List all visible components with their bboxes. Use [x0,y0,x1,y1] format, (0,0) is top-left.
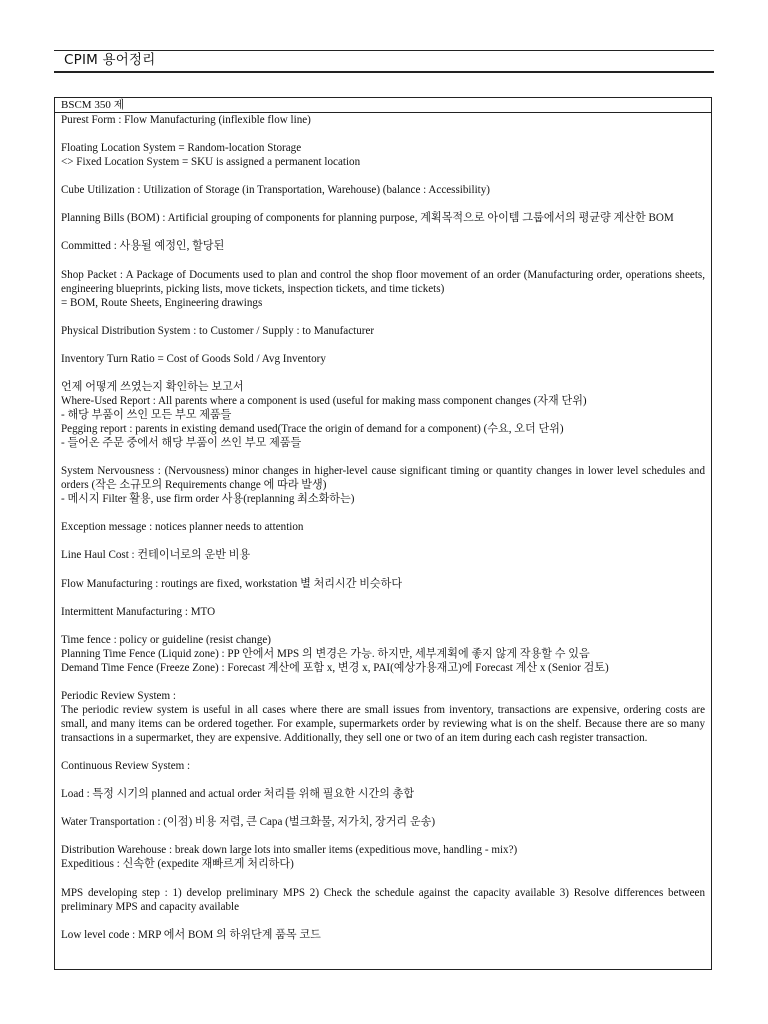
glossary-entry [61,239,705,253]
entry-paragraph: System Nervousness : (Nervousness) minor changes in higher-level cause significant timing or quantity changes in lower level schedules and orders (작은 소규모의 Requirements change 에 따라 발생) [61,465,705,492]
entry-line: - 메시지 Filter 활용, use firm order 사용(replanning 최소화하는) [61,493,355,506]
entry-paragraph: Shop Packet : A Package of Documents used to plan and control the shop floor movement of an order (Manufacturing order, operations sheets, engineering blueprints, picking lists, move tickets, inspection tickets, and time tickets) [61,268,705,295]
glossary-box [54,97,712,970]
entry-line: Inventory Turn Ratio = Cost of Goods Sold / Avg Inventory [61,352,326,365]
glossary-entry [61,520,705,534]
glossary-entry [61,815,705,829]
entry-line: Planning Time Fence (Liquid zone) : PP 안에서 MPS 의 변경은 가능. 하지만, 세부계획에 좋지 않게 작용할 수 있음 [61,647,590,660]
entry-line: Physical Distribution System : to Customer / Supply : to Manufacturer [61,324,375,337]
entry-line: Load : 특정 시기의 planned and actual order 처리를 위해 필요한 시간의 총합 [61,788,415,801]
glossary-entry [61,886,705,914]
glossary-entry [61,787,705,801]
glossary-entry [61,380,705,450]
glossary-content [55,113,711,942]
entry-line: Periodic Review System : [61,689,176,702]
entry-paragraph: MPS developing step : 1) develop preliminary MPS 2) Check the schedule against the capacity available 3) Resolve differences between preliminary MPS and capacity available [61,886,705,913]
entry-line: - 들어온 주문 중에서 해당 부품이 쓰인 부모 제품들 [61,437,302,450]
entry-line: 언제 어떻게 쓰였는지 확인하는 보고서 [61,380,244,393]
glossary-entry [61,759,705,773]
entry-line: Flow Manufacturing : routings are fixed, workstation 별 처리시간 비슷하다 [61,577,403,590]
glossary-entry [61,843,705,871]
entry-line: Intermittent Manufacturing : MTO [61,605,216,618]
glossary-entry [61,689,705,745]
glossary-entry [61,324,705,338]
box-heading: BSCM 350 제 [55,98,711,113]
entry-line: - 해당 부품이 쓰인 모든 부모 제품들 [61,408,232,421]
entry-line: Low level code : MRP 에서 BOM 의 하위단계 품목 코드 [61,928,321,941]
entry-line: Demand Time Fence (Freeze Zone) : Forecast 계산에 포함 x, 변경 x, PAI(예상가용재고)에 Forecast 계산 x (Senior 검토) [61,661,609,674]
glossary-entry [61,605,705,619]
entry-line: = BOM, Route Sheets, Engineering drawings [61,296,263,309]
entry-line: Water Transportation : (이점) 비용 저렴, 큰 Capa (벌크화물, 저가치, 장거리 운송) [61,816,436,829]
glossary-entry [61,464,705,506]
glossary-entry [61,633,705,675]
entry-line: Expeditious : 신속한 (expedite 재빠르게 처리하다) [61,858,294,871]
glossary-entry [61,548,705,562]
entry-line: Continuous Review System : [61,760,191,773]
entry-line: Time fence : policy or guideline (resist change) [61,633,272,646]
entry-line: Purest Form : Flow Manufacturing (inflexible flow line) [61,114,311,126]
glossary-entry [61,352,705,366]
page-header [54,50,714,73]
entry-line: <> Fixed Location System = SKU is assigned a permanent location [61,156,361,169]
glossary-entry [61,141,705,169]
page-title: CPIM 용어정리 [64,52,156,68]
entry-line: Where-Used Report : All parents where a component is used (useful for making mass component changes (자재 단위) [61,394,587,407]
entry-line: Line Haul Cost : 컨테이너로의 운반 비용 [61,549,251,562]
glossary-entry [61,577,705,591]
entry-line: Cube Utilization : Utilization of Storage (in Transportation, Warehouse) (balance : Accessibility) [61,184,490,197]
entry-line: Floating Location System = Random-location Storage [61,142,302,155]
glossary-entry [61,183,705,197]
glossary-entry [61,113,705,127]
glossary-entry [61,268,705,310]
glossary-entry [61,928,705,942]
entry-line: Distribution Warehouse : break down large lots into smaller items (expeditious move, handling - mix?) [61,844,518,857]
entry-line: Exception message : notices planner needs to attention [61,521,304,534]
entry-paragraph: The periodic review system is useful in all cases where there are small issues from inventory, transactions are expensive, ordering costs are small, and many items can be ordered together. For example, supermarkets order by reviewing what is on the shelf. Because there are so many transactions in a supermarket, they are expensive. Additionally, they sell one or two of an item during each cash register transaction. [61,703,705,745]
entry-line: Pegging report : parents in existing demand used(Trace the origin of demand for a component) (수요, 오더 단위) [61,423,564,436]
entry-line: Committed : 사용될 예정인, 할당된 [61,240,225,253]
glossary-entry [61,211,705,225]
entry-paragraph: Planning Bills (BOM) : Artificial grouping of components for planning purpose, 계획목적으로 아이템 그룹에서의 평균량 계산한 BOM [61,212,674,225]
